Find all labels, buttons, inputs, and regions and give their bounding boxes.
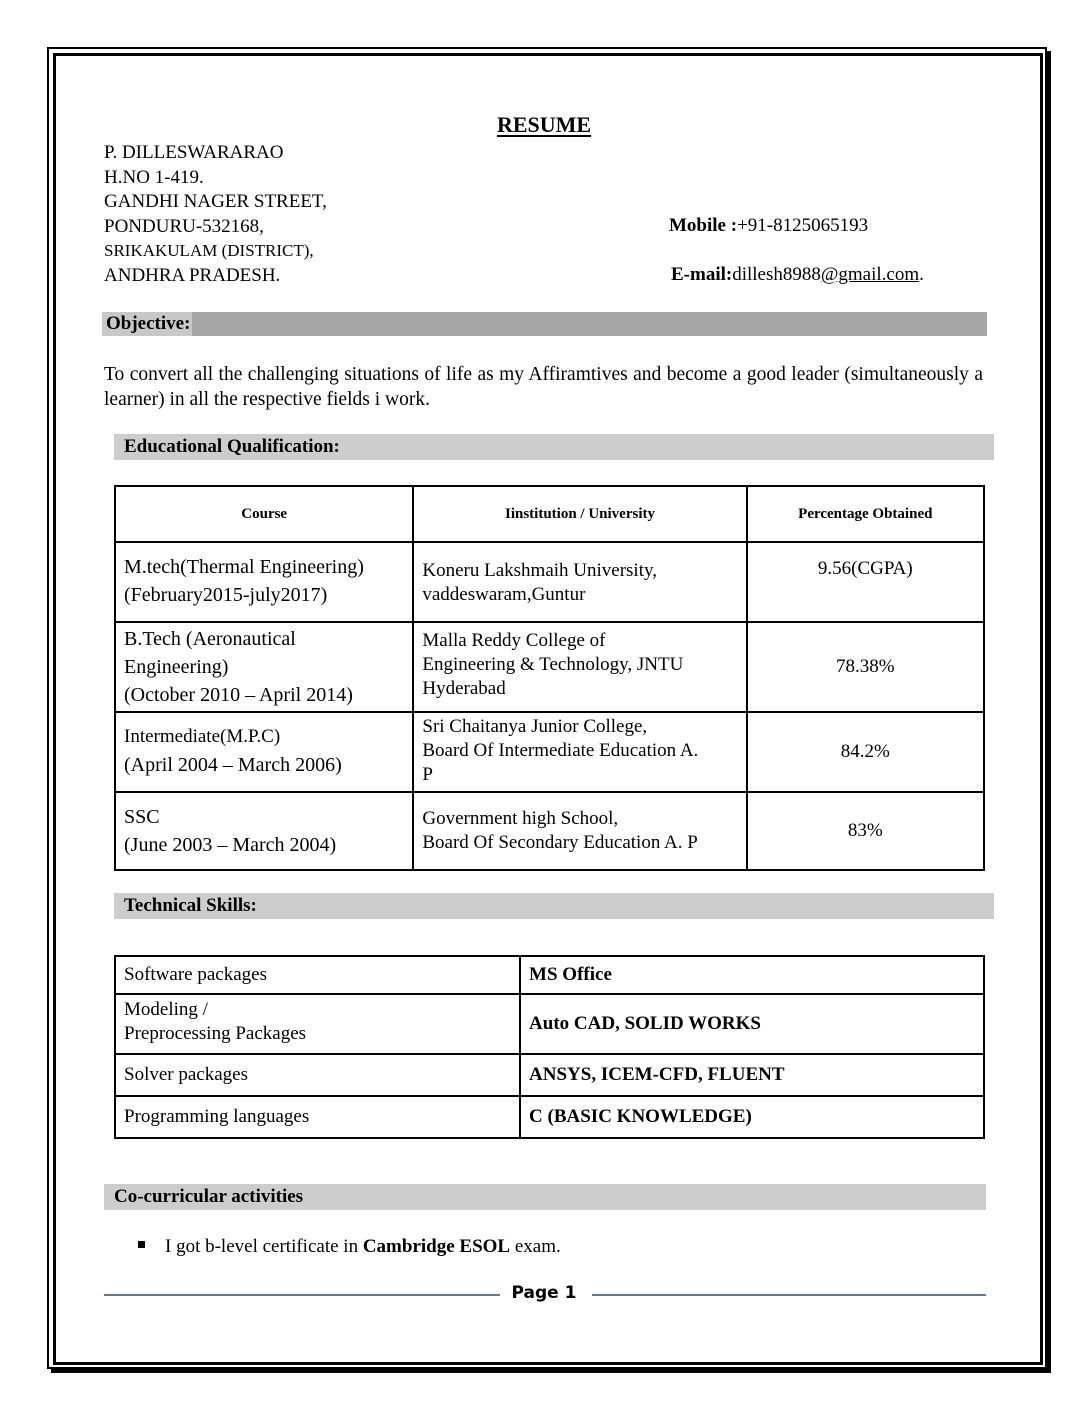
address-line: H.NO 1-419.	[104, 166, 204, 188]
email-user: dillesh8988	[732, 264, 821, 285]
address-line: PONDURU-532168,	[104, 215, 264, 237]
section-heading-cocurricular: Co-curricular activities	[104, 1184, 986, 1210]
objective-text: To convert all the challenging situations of life as my Affiramtives and become a good leader (simultaneously a learner) in all the respective fields i work.	[104, 364, 983, 410]
course-cell: Intermediate(M.P.C) (April 2004 – March 2006)	[115, 712, 413, 792]
course-cell: B.Tech (Aeronautical Engineering) (October 2010 – April 2014)	[115, 622, 413, 712]
table-row	[115, 792, 984, 870]
address-line: GANDHI NAGER STREET,	[104, 191, 327, 213]
percentage-cell: 9.56(CGPA)	[747, 542, 984, 622]
page-number: Page 1	[0, 1283, 1088, 1303]
table-row	[115, 956, 984, 994]
section-heading-education: Educational Qualification:	[114, 434, 994, 460]
skill-category: Programming languages	[115, 1096, 520, 1138]
skill-category: Solver packages	[115, 1054, 520, 1096]
list-item: I got b-level certificate in Cambridge ESOL exam.	[138, 1236, 561, 1258]
skill-value: MS Office	[520, 956, 984, 994]
technical-skills-table	[114, 955, 985, 1139]
course-cell: SSC (June 2003 – March 2004)	[115, 792, 413, 870]
mobile-value: +91-8125065193	[737, 215, 869, 236]
section-heading-objective: Objective:	[102, 312, 987, 336]
education-table	[114, 485, 985, 871]
table-row	[115, 994, 984, 1054]
email-link[interactable]: @gmail.com	[820, 264, 920, 285]
institution-cell: Malla Reddy College of Engineering & Technology, JNTU Hyderabad	[413, 622, 746, 712]
institution-cell: Government high School, Board Of Secondary Education A. P	[413, 792, 746, 870]
skill-value: C (BASIC KNOWLEDGE)	[520, 1096, 984, 1138]
bullet-square-icon	[138, 1241, 145, 1248]
section-heading-technical-skills: Technical Skills:	[114, 893, 994, 919]
table-row	[115, 1096, 984, 1138]
percentage-cell: 83%	[747, 792, 984, 870]
skill-value: Auto CAD, SOLID WORKS	[520, 994, 984, 1054]
table-row	[115, 712, 984, 792]
institution-cell: Sri Chaitanya Junior College, Board Of Intermediate Education A. P	[413, 712, 746, 792]
mobile-contact	[669, 215, 868, 237]
column-header: Course	[115, 486, 413, 542]
candidate-name: P. DILLESWARARAO	[104, 142, 284, 163]
email-label: E-mail:	[671, 264, 733, 285]
institution-cell: Koneru Lakshmaih University, vaddeswaram,Guntur	[413, 542, 746, 622]
skill-category: Software packages	[115, 956, 520, 994]
address-line: ANDHRA PRADESH.	[104, 264, 281, 286]
document-title: RESUME	[496, 112, 592, 137]
table-header-row	[115, 486, 984, 542]
skill-category: Modeling / Preprocessing Packages	[115, 994, 520, 1054]
table-row	[115, 1054, 984, 1096]
table-row	[115, 622, 984, 712]
table-row	[115, 542, 984, 622]
address-line: SRIKAKULAM (DISTRICT),	[104, 241, 314, 261]
course-cell: M.tech(Thermal Engineering) (February2015-july2017)	[115, 542, 413, 622]
email-contact: E-mail:dillesh8988@gmail.com.	[671, 264, 924, 285]
mobile-label: Mobile :	[669, 215, 738, 236]
column-header: Percentage Obtained	[747, 486, 984, 542]
percentage-cell: 78.38%	[747, 622, 984, 712]
column-header: Iinstitution / University	[413, 486, 746, 542]
skill-value: ANSYS, ICEM-CFD, FLUENT	[520, 1054, 984, 1096]
address-block	[104, 141, 327, 289]
percentage-cell: 84.2%	[747, 712, 984, 792]
